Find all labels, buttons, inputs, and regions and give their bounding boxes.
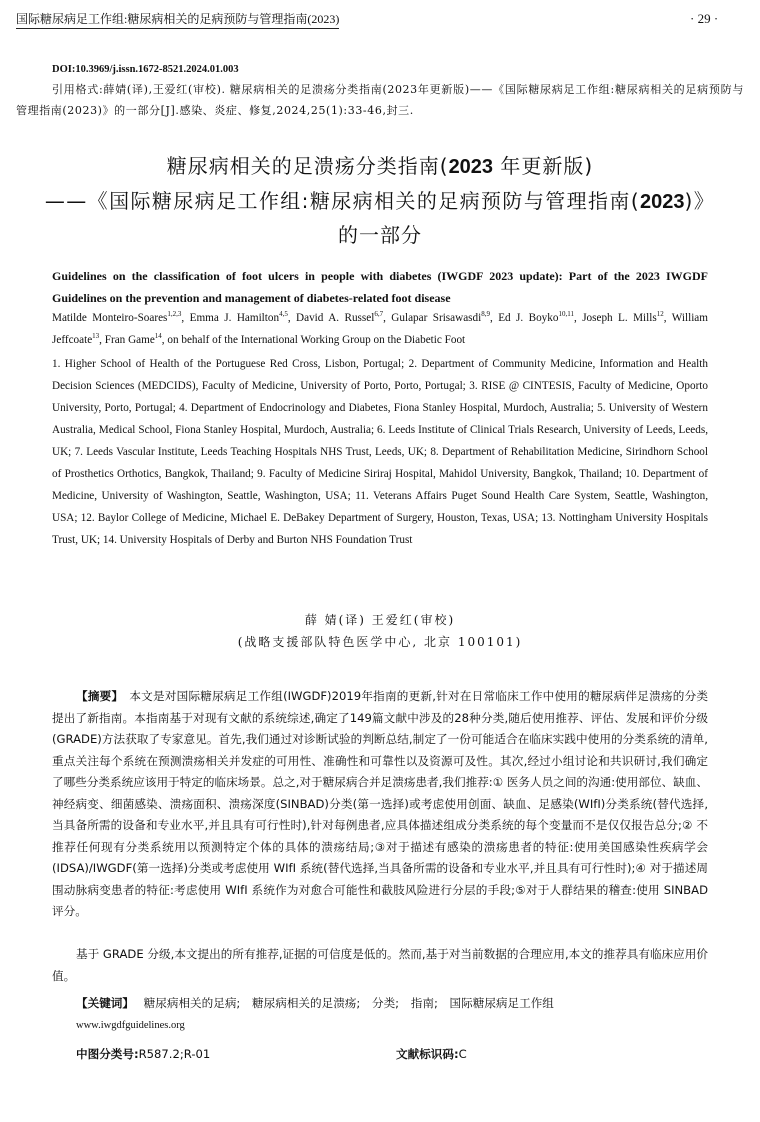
title-text: ——《国际糖尿病足工作组:糖尿病相关的足病预防与管理指南( <box>44 189 641 213</box>
affiliation-marker: 14 <box>154 332 162 340</box>
keyword: 糖尿病相关的足病; <box>143 996 241 1010</box>
title-text: 糖尿病相关的足溃疡分类指南( <box>166 154 449 178</box>
keyword: 糖尿病相关的足溃疡; <box>252 996 361 1010</box>
author: Matilde Monteiro-Soares$^{1,2,3}$ <box>52 310 182 324</box>
keyword: 指南; <box>410 996 438 1010</box>
document-code <box>396 1046 467 1062</box>
clc-label: 中图分类号: <box>76 1047 139 1061</box>
translator-affiliation: (战略支援部队特色医学中心, 北京 100101) <box>237 635 523 649</box>
website-link[interactable]: www.iwgdfguidelines.org <box>76 1020 185 1031</box>
doc-code-value: C <box>458 1047 467 1061</box>
keywords <box>76 995 562 1011</box>
article-title-line-1 <box>0 153 760 180</box>
abstract-label: 【摘要】 <box>76 689 124 703</box>
clc-value: R587.2;R-01 <box>138 1047 211 1061</box>
title-text: 年更新版) <box>493 154 594 178</box>
author: Ed J. Boyko$^{10,11}$ <box>498 310 574 324</box>
title-year: 2023 <box>640 191 685 213</box>
title-text: )》 <box>684 189 716 213</box>
doi: DOI:10.3969/j.issn.1672-8521.2024.01.003 <box>52 64 239 75</box>
title-year: 2023 <box>448 156 494 178</box>
running-header-title: 国际糖尿病足工作组:糖尿病相关的足病预防与管理指南(2023) <box>16 11 339 29</box>
affiliation-marker: 4,5 <box>279 310 288 318</box>
page-number: · 29 · <box>690 11 719 26</box>
keywords-label: 【关键词】 <box>76 996 134 1010</box>
affiliation-marker: 13 <box>92 332 100 340</box>
affiliation-marker: 6,7 <box>374 310 384 318</box>
abstract-conclusion: 基于 GRADE 分级,本文提出的所有推荐,证据的可信度是低的。然而,基于对当前数据的合理应用,本文的推荐具有临床应用价值。 <box>52 947 708 983</box>
author: Gulapar Srisawasdi$^{8,9}$ <box>391 310 490 324</box>
abstract <box>52 686 708 923</box>
affiliation-marker: 1,2,3 <box>167 310 182 318</box>
affiliations: 1. Higher School of Health of the Portuguese Red Cross, Lisbon, Portugal; 2. Department of Community Medicine, Information and Health Decision Sciences (MEDCIDS), Faculty of Medicine, University of Porto, Porto, Portugal; 3. RISE @ CINTESIS, Faculty of Medicine, Oporto University, Porto, Portugal; 4. Department of Endocrinology and Diabetes, Fiona Stanley Hospital, Murdoch, Australia; 5. University of Western Australia, Medical School, Fiona Stanley Hospital, Murdoch, Australia; 6. Leeds Institute of Clinical Trials Research, University of Leeds, Leeds, UK; 7. Leeds Vascular Institute, Leeds Teaching Hospitals NHS Trust, Leeds, UK; 8. Department of Rehabilitation Medicine, Sirindhorn School of Prosthetics Orthotics, Bangkok, Thailand; 9. Faculty of Medicine Siriraj Hospital, Mahidol University, Bangkok, Thailand; 10. Department of Medicine, University of Washington, Seattle, Washington, USA; 11. Veterans Affairs Puget Sound Health Care System, Seattle, Washington, USA; 12. Baylor College of Medicine, Michael E. DeBakey Department of Surgery, Houston, Texas, USA; 13. Nottingham University Hospitals Trust, UK; 14. University Hospitals of Derby and Burton NHS Foundation Trust <box>52 358 708 546</box>
translators: 薛 婧(译) 王爱红(审校) <box>304 613 456 627</box>
authors-suffix: on behalf of the International Working Group on the Diabetic Foot <box>167 334 466 346</box>
author: Joseph L. Mills$^{12}$ <box>582 310 664 324</box>
author: Emma J. Hamilton$^{4,5}$ <box>189 310 288 324</box>
affiliation-marker: 12 <box>656 310 664 318</box>
article-title-line-3: 的一部分 <box>338 223 422 247</box>
affiliation-marker: 8,9 <box>481 310 490 318</box>
author: David A. Russel$^{6,7}$ <box>296 310 384 324</box>
author-list: Matilde Monteiro-Soares$^{1,2,3}$, Emma J. Hamilton$^{4,5}$, David A. Russel$^{6,7}$, Gulapar Srisawasdi$^{8,9}$, Ed J. Boyko$^{10,11}$, Joseph L. Mills$^{12}$, William Jeffcoate$^{13}$, Fran Game$^{14}$, on behalf of the International Working Group on the Diabetic Foot <box>52 310 708 346</box>
affiliation-marker: 10,11 <box>558 310 574 318</box>
citation-format: 引用格式:薛婧(译),王爱红(审校). 糖尿病相关的足溃疡分类指南(2023年更新版)——《国际糖尿病足工作组:糖尿病相关的足病预防与管理指南(2023)》的一部分[J].感染、炎症、修复,2024,25(1):33-46,封三. <box>16 83 744 117</box>
keyword: 国际糖尿病足工作组 <box>449 996 554 1010</box>
clc-number <box>76 1046 210 1062</box>
author: William Jeffcoate$^{13}$ <box>52 312 708 346</box>
author: Fran Game$^{14}$ <box>104 332 162 346</box>
abstract-text: 本文是对国际糖尿病足工作组(IWGDF)2019年指南的更新,针对在日常临床工作中使用的糖尿病伴足溃疡的分类提出了新指南。本指南基于对现有文献的系统综述,确定了149篇文献中涉及的28种分类,随后使用推荐、评估、发展和评价分级(GRADE)方法获取了专家意见。首先,我们通过对诊断试验的判断总结,制定了一份可能适合在临床实践中使用的分类系统的清单,重点关注每个系统在预测溃疡相关并发症的可用性、准确性和可靠性以及资源可及性。其次,经过小组讨论和共识研讨,我们确定了哪些分类系统应该用于特定的临床场景。总之,对于糖尿病合并足溃疡患者,我们推荐:① 医务人员之间的沟通:使用部位、缺血、神经病变、细菌感染、溃疡面积、溃疡深度(SINBAD)分类(第一选择)或考虑使用创面、缺血、足感染(WIfI)分类系统(替代选择,当具备所需的设备和专业水平,并且具有可行性时),针对每例患者,应具体描述组成分类系统的每个变量而不是仅仅报告总分;② 不推荐任何现有分类系统用以预测特定个体的具体的溃疡结局;③对于描述有感染的溃疡患者的特征:使用美国感染性疾病学会(IDSA)/IWGDF(第一选择)分类或考虑使用 WIfI 系统(替代选择,当具备所需的设备和专业水平,并且具有可行性时);④ 对于描述周围动脉病变患者的特征:考虑使用 WIfI 系统作为对愈合可能性和截肢风险进行分层的手段;⑤对于人群结果的稽查:使用 SINBAD 评分。 <box>52 689 708 918</box>
english-title: Guidelines on the classification of foot ulcers in people with diabetes (IWGDF 2023 update): Part of the 2023 IWGDF Guidelines on the prevention and management of diabetes-related foot disease <box>52 269 708 305</box>
doc-code-label: 文献标识码: <box>396 1047 459 1061</box>
keyword: 分类; <box>371 996 400 1010</box>
article-title-line-2 <box>0 188 760 215</box>
